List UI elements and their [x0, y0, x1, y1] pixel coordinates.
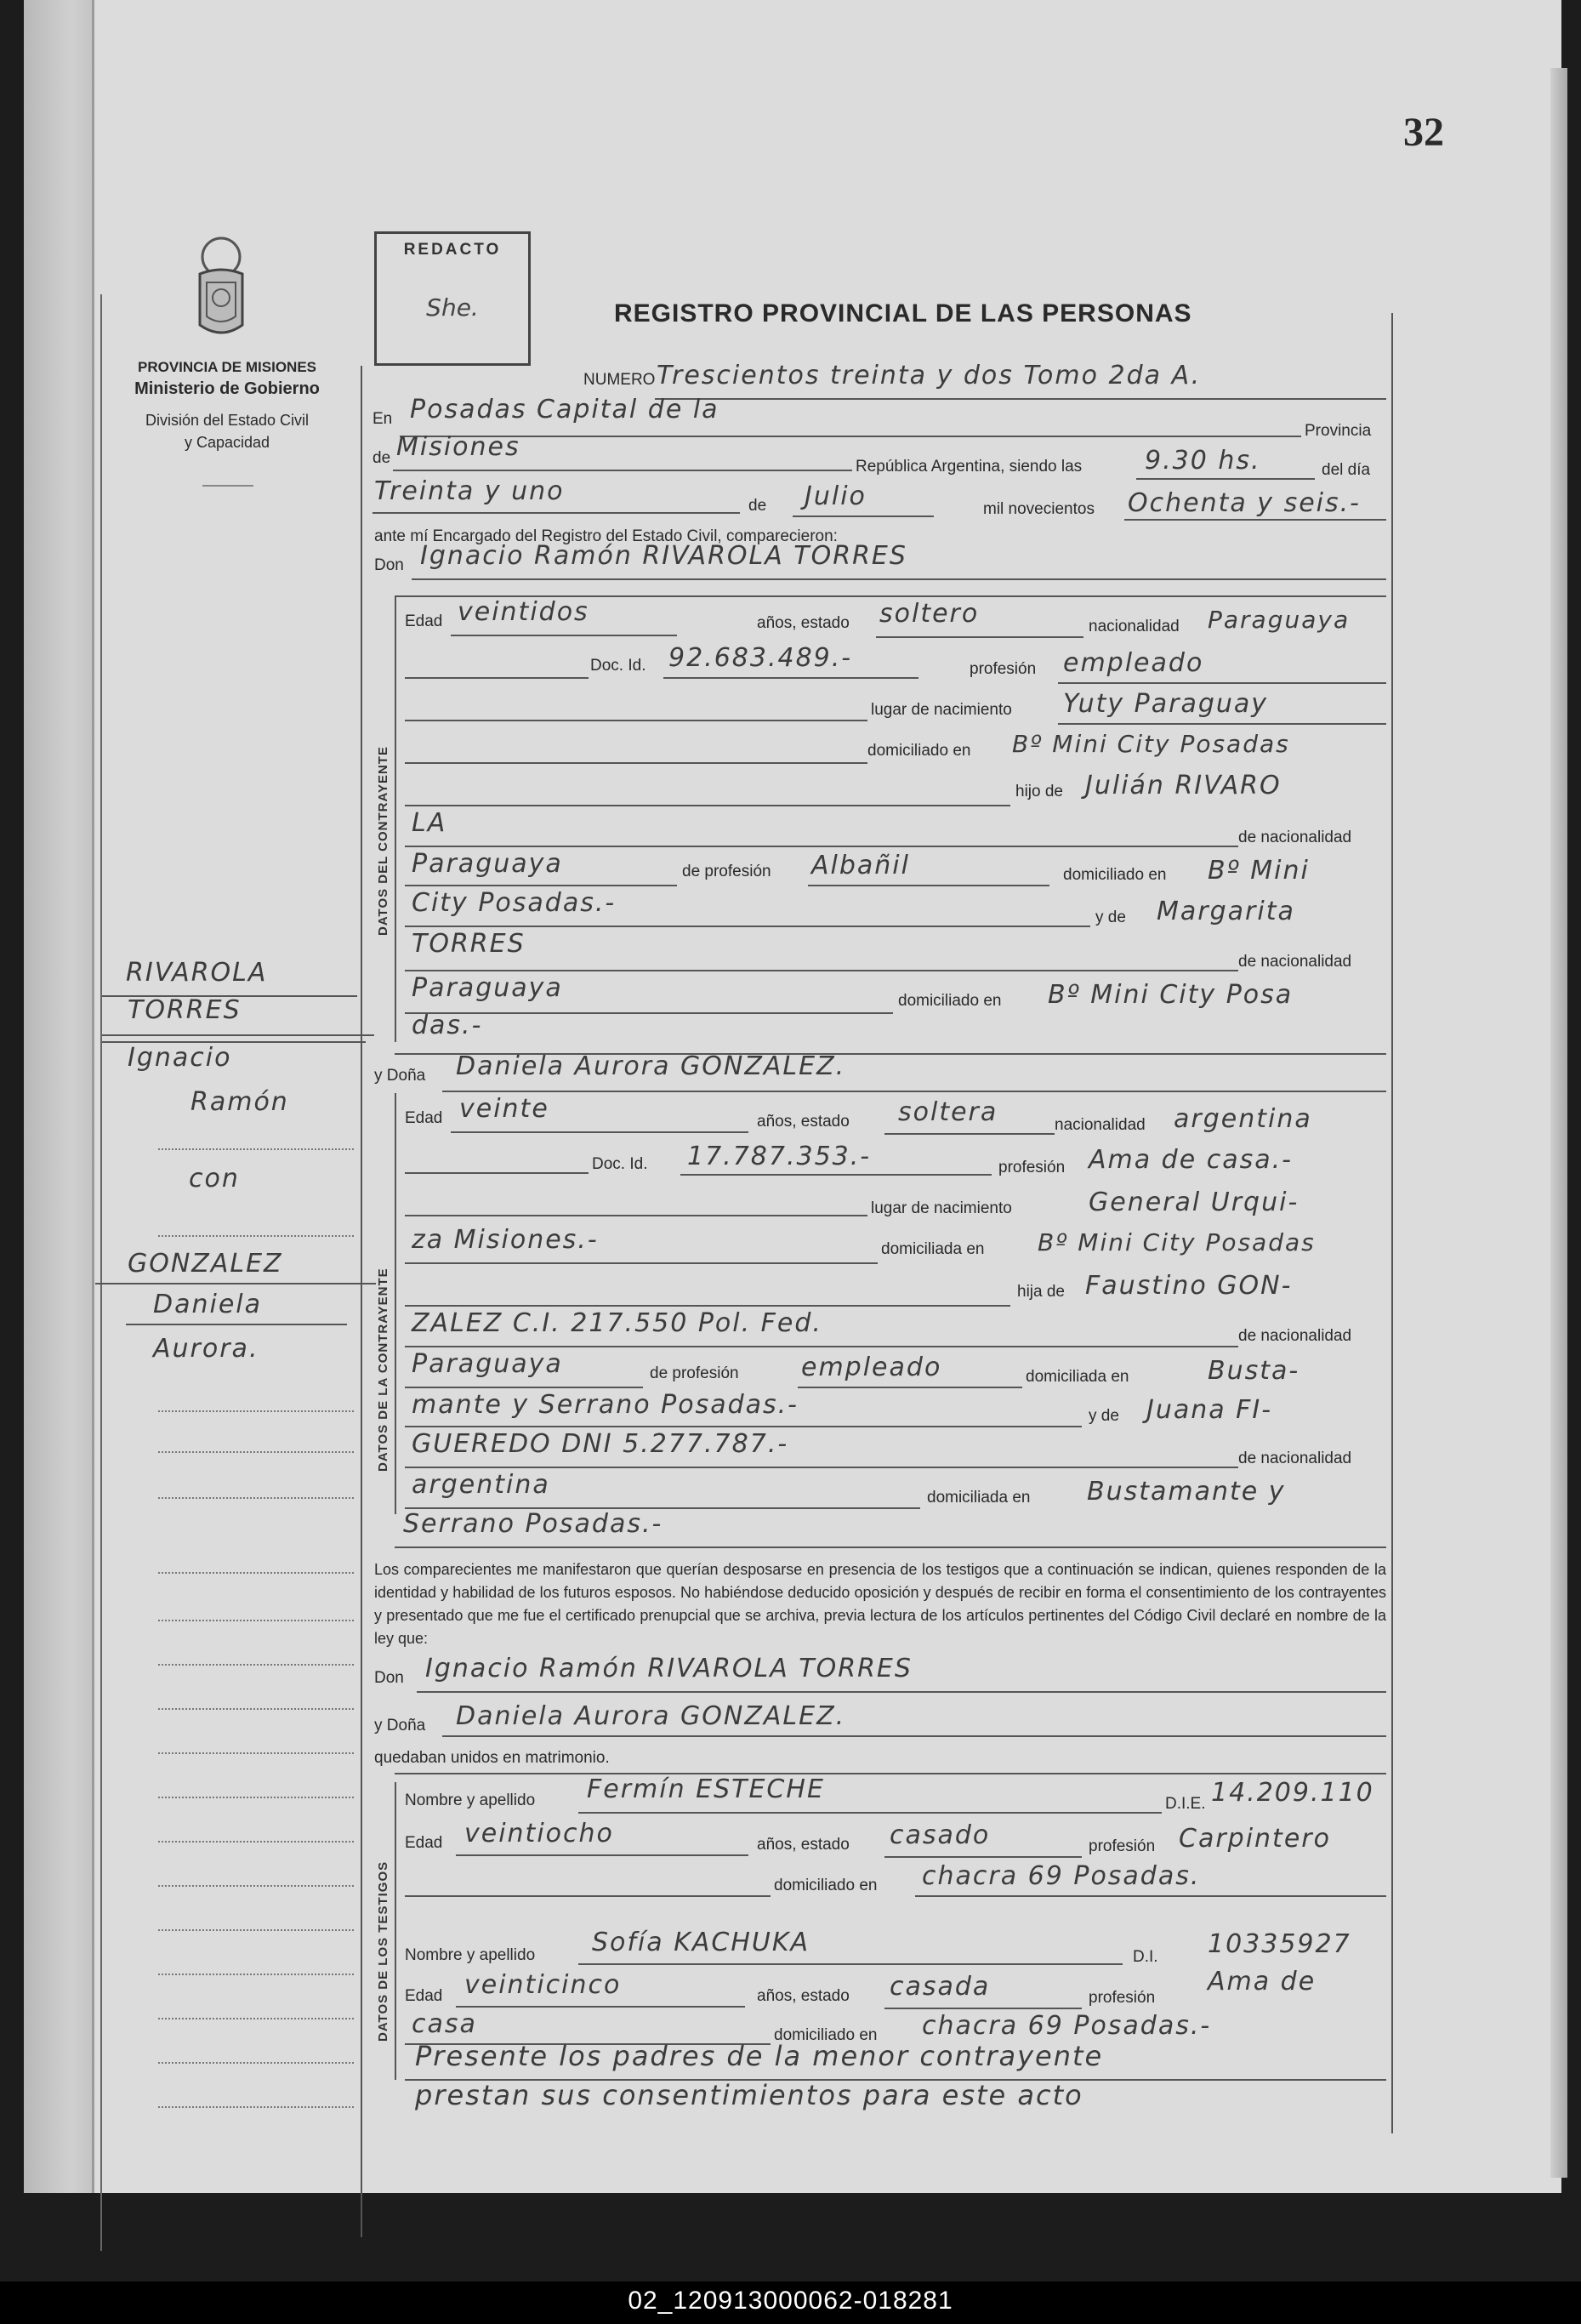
bride-padre-dom-label: domiciliada en	[1026, 1368, 1129, 1386]
w1-prof-value: Carpintero	[1179, 1824, 1331, 1854]
en-line	[400, 436, 1301, 437]
decl-dona-value: Daniela Aurora GONZALEZ.	[456, 1701, 846, 1731]
w1-dom-pre-line	[405, 1895, 771, 1897]
bride-padre-nac-label: de nacionalidad	[1238, 1327, 1352, 1345]
de-line	[393, 470, 852, 471]
margin-dot-14	[158, 1929, 354, 1931]
w1-nombre-label: Nombre y apellido	[405, 1791, 536, 1809]
decl-dona-label: y Doña	[374, 1717, 426, 1734]
groom-padre-dom-label: domiciliado en	[1063, 866, 1167, 884]
w2-nombre-value: Sofía KACHUKA	[592, 1928, 810, 1957]
de2-label: de	[748, 497, 767, 515]
margin-dot-1	[158, 1148, 354, 1150]
groom-doc-label: Doc. Id.	[590, 657, 646, 675]
bride-edad-label: Edad	[405, 1109, 443, 1127]
redacto-stamp	[374, 231, 531, 366]
margin-dot-13	[158, 1885, 354, 1887]
margin-groom-given-1: Ignacio	[128, 1043, 232, 1073]
w2-prof-value-2: casa	[412, 2009, 477, 2039]
groom-padre-nac-label: de nacionalidad	[1238, 829, 1352, 846]
bride-hija-pre-line	[405, 1305, 1010, 1307]
declaration-paragraph: Los comparecientes me manifestaron que querían desposarse en presencia de los testigos que a continuación se indican, quienes responden de la identidad y habilidad de los futuros esposos. No habiéndose deducido oposición y después de recibir en forma el consentimiento de los contrayentes y presentado que me fue el certificado prenupcial que se archiva, previa lectura de los artículos pertinentes del Código Civil declaré en nombre de la ley que:	[374, 1561, 1386, 1647]
w1-nombre-line	[578, 1812, 1162, 1814]
org-division-2: y Capacidad	[184, 434, 270, 451]
margin-groom-surname-1: RIVAROLA	[126, 958, 268, 988]
groom-lugar-label: lugar de nacimiento	[871, 701, 1012, 719]
w1-estado-label: años, estado	[757, 1836, 850, 1854]
groom-prof-value: empleado	[1063, 648, 1204, 678]
bride-padre-line	[405, 1346, 1238, 1347]
bride-inner-rule	[395, 1093, 396, 1514]
margin-line-2	[102, 1034, 374, 1036]
groom-hijo-pre-line	[405, 805, 1010, 806]
page-edge	[1550, 68, 1567, 2178]
org-province: PROVINCIA DE MISIONES	[137, 359, 316, 375]
book-spine	[24, 0, 94, 2193]
margin-groom-surname-2: TORRES	[128, 995, 242, 1025]
margin-dot-3	[158, 1410, 354, 1412]
redacto-value: She.	[426, 293, 479, 322]
groom-section-label: DATOS DEL CONTRAYENTE	[376, 746, 390, 936]
w2-dom-value: chacra 69 Posadas.-	[922, 2011, 1212, 2041]
bride-padre-value-1: Faustino GON-	[1085, 1271, 1293, 1301]
w2-edad-value: veinticinco	[464, 1970, 622, 2000]
decl-don-value: Ignacio Ramón RIVAROLA TORRES	[425, 1654, 913, 1683]
groom-estado-label: años, estado	[757, 614, 850, 632]
groom-padre-dom-value-2: City Posadas.-	[412, 888, 617, 918]
margin-dot-9	[158, 1708, 354, 1710]
w2-estado-label: años, estado	[757, 1987, 850, 2005]
groom-edad-line	[451, 635, 677, 636]
groom-madre-value-1: Margarita	[1157, 897, 1295, 926]
bride-edad-line	[451, 1131, 748, 1133]
bride-lugar-line-2	[405, 1262, 878, 1264]
bride-madre-dom-value-1: Bustamante y	[1087, 1477, 1286, 1507]
groom-edad-value: veintidos	[458, 597, 589, 627]
margin-line-4	[126, 1324, 347, 1325]
org-ministry: Ministerio de Gobierno	[134, 379, 320, 398]
bride-madre-nac-value: argentina	[412, 1470, 550, 1500]
form-right-rule	[1391, 313, 1393, 2133]
groom-dom-value: Bº Mini City Posadas	[1012, 730, 1290, 758]
page-number: 32	[1403, 110, 1444, 155]
w2-prof-value-1: Ama de	[1208, 1967, 1317, 1996]
w2-dom-label: domiciliado en	[774, 2026, 878, 2044]
groom-madre-nac-label: de nacionalidad	[1238, 953, 1352, 971]
witness-top-line	[395, 1773, 1386, 1774]
anio-line	[1124, 519, 1386, 521]
numero-label: NUMERO	[583, 371, 656, 389]
margin-dot-18	[158, 2106, 354, 2108]
decl-closing: quedaban unidos en matrimonio.	[374, 1749, 610, 1767]
redacto-title: REDACTO	[403, 241, 502, 259]
bride-lugar-value-2: za Misiones.-	[412, 1225, 599, 1255]
margin-dot-6	[158, 1572, 354, 1574]
bride-padre-dom-value-2: mante y Serrano Posadas.-	[412, 1390, 799, 1420]
w1-estado-line	[884, 1856, 1082, 1858]
groom-madre-line	[405, 970, 1238, 971]
groom-nac-label: nacionalidad	[1089, 618, 1180, 635]
w2-prof-label: profesión	[1089, 1989, 1156, 2007]
w1-edad-label: Edad	[405, 1834, 443, 1852]
de-label: de	[373, 449, 391, 467]
numero-line	[655, 398, 1386, 400]
groom-padre-prof-label: de profesión	[682, 863, 771, 880]
numero-value: Trescientos treinta y dos Tomo 2da A.	[657, 361, 1202, 390]
groom-madre-value-2: TORRES	[412, 929, 526, 959]
dia-value: Treinta y uno	[374, 476, 565, 506]
margin-dot-8	[158, 1664, 354, 1666]
bride-padre-prof-label: de profesión	[650, 1364, 739, 1382]
hora-value: 9.30 hs.	[1145, 446, 1261, 476]
groom-madre-label: y de	[1095, 909, 1126, 926]
w1-nombre-value: Fermín ESTECHE	[587, 1774, 825, 1804]
w1-prof-label: profesión	[1089, 1837, 1156, 1855]
margin-dot-4	[158, 1451, 354, 1453]
don-line	[412, 578, 1386, 580]
bride-padre-prof-line	[798, 1387, 1022, 1388]
bride-prof-value: Ama de casa.-	[1089, 1145, 1293, 1175]
bride-madre-dom-value-2: Serrano Posadas.-	[403, 1509, 663, 1539]
decl-dona-line	[442, 1735, 1386, 1737]
margin-line-3	[95, 1283, 376, 1284]
groom-edad-label: Edad	[405, 612, 443, 630]
bride-madre-label: y de	[1089, 1407, 1119, 1425]
groom-madre-dom-value-2: das.-	[412, 1011, 483, 1040]
register-title: REGISTRO PROVINCIAL DE LAS PERSONAS	[614, 299, 1192, 328]
footer-file-id: 02_120913000062-018281	[628, 2287, 953, 2315]
w2-nombre-label: Nombre y apellido	[405, 1946, 536, 1964]
w2-estado-value: casada	[890, 1972, 991, 2002]
groom-estado-value: soltero	[879, 599, 980, 629]
coat-of-arms-seal	[183, 231, 259, 342]
margin-dot-2	[158, 1235, 354, 1237]
bride-nac-label: nacionalidad	[1055, 1116, 1146, 1134]
bride-padre-value-2: ZALEZ C.I. 217.550 Pol. Fed.	[412, 1308, 822, 1338]
mil-label: mil novecientos	[983, 500, 1095, 518]
w1-doc-label: D.I.E.	[1165, 1795, 1206, 1813]
mes-line	[793, 515, 934, 517]
groom-madre-dom-value-1: Bº Mini City Posa	[1048, 980, 1294, 1010]
bride-dona-line	[442, 1091, 1386, 1092]
w2-estado-line	[884, 2008, 1082, 2009]
decl-don-label: Don	[374, 1669, 404, 1687]
anio-value: Ochenta y seis.-	[1128, 488, 1361, 518]
witness-note-line-1: Presente los padres de la menor contrayente	[415, 2040, 1104, 2072]
hora-line	[1136, 478, 1315, 480]
margin-dot-5	[158, 1497, 354, 1499]
witness-section-label: DATOS DE LOS TESTIGOS	[376, 1860, 390, 2042]
bride-padre-nac-value: Paraguaya	[412, 1349, 563, 1379]
en-value: Posadas Capital de la	[410, 395, 719, 424]
margin-bride-given-1: Daniela	[153, 1290, 263, 1319]
bride-doc-label: Doc. Id.	[592, 1155, 648, 1173]
margin-dot-11	[158, 1797, 354, 1798]
w2-nombre-line	[578, 1963, 1123, 1965]
bride-dona-label: y Doña	[374, 1067, 426, 1085]
bride-doc-pre-line	[405, 1172, 589, 1174]
groom-padre-dom-value-1: Bº Mini	[1208, 856, 1310, 886]
w2-edad-label: Edad	[405, 1987, 443, 2005]
bride-bottom-line	[395, 1546, 1386, 1548]
groom-padre-nac-value: Paraguaya	[412, 849, 563, 879]
bride-section-label: DATOS DE LA CONTRAYENTE	[376, 1267, 390, 1472]
groom-estado-line	[876, 636, 1083, 638]
groom-padre-prof-value: Albañil	[811, 851, 910, 880]
margin-bride-surname: GONZALEZ	[128, 1249, 283, 1279]
bride-estado-label: años, estado	[757, 1113, 850, 1131]
margin-dot-15	[158, 1974, 354, 1975]
bride-padre-dom-value-1: Busta-	[1208, 1356, 1300, 1386]
bride-hija-label: hija de	[1017, 1283, 1065, 1301]
bride-madre-dom-label: domiciliada en	[927, 1489, 1031, 1507]
ante-text: ante mí Encargado del Registro del Estado Civil, comparecieron:	[374, 527, 838, 545]
groom-padre-nac-line	[405, 885, 677, 886]
groom-prof-line	[1058, 682, 1386, 684]
left-margin-rule	[100, 294, 102, 2251]
bride-estado-value: soltera	[898, 1097, 998, 1127]
dia-line	[373, 512, 740, 514]
margin-groom-given-2: Ramón	[191, 1087, 289, 1117]
bride-padre-prof-value: empleado	[801, 1353, 942, 1382]
w1-edad-value: veintiocho	[464, 1819, 614, 1848]
witness-note-line-2: prestan sus consentimientos para este acto	[415, 2079, 1083, 2111]
bride-padre-nac-line	[405, 1387, 643, 1388]
margin-dot-12	[158, 1841, 354, 1843]
bride-madre-nac-label: de nacionalidad	[1238, 1450, 1352, 1467]
don-value: Ignacio Ramón RIVAROLA TORRES	[420, 541, 907, 571]
bride-doc-line	[680, 1174, 992, 1176]
groom-madre-dom-label: domiciliado en	[898, 992, 1002, 1010]
margin-con: con	[189, 1164, 240, 1193]
bride-doc-value: 17.787.353.-	[687, 1142, 872, 1171]
groom-hijo-label: hijo de	[1015, 783, 1063, 800]
w2-doc-value: 10335927	[1208, 1929, 1351, 1959]
groom-nac-value: Paraguaya	[1208, 606, 1351, 634]
w1-dom-label: domiciliado en	[774, 1877, 878, 1894]
w2-doc-label: D.I.	[1133, 1948, 1158, 1966]
groom-lugar-pre-line	[405, 720, 867, 721]
org-divider	[202, 485, 253, 487]
provincia-label: Provincia	[1305, 422, 1372, 440]
bride-dona-value: Daniela Aurora GONZALEZ.	[456, 1051, 846, 1081]
w2-edad-line	[456, 2006, 745, 2008]
groom-padre-dom-line	[405, 926, 1090, 927]
form-left-rule	[361, 366, 362, 2237]
groom-padre-value-1: Julián RIVARO	[1085, 771, 1282, 800]
w1-edad-line	[456, 1854, 748, 1856]
w1-dom-value: chacra 69 Posadas.	[922, 1861, 1201, 1891]
de-value: Misiones	[396, 432, 520, 462]
w1-doc-value: 14.209.110	[1211, 1778, 1374, 1808]
bride-nac-value: argentina	[1174, 1104, 1312, 1134]
groom-padre-prof-line	[808, 885, 1049, 886]
margin-dot-7	[158, 1620, 354, 1621]
bride-prof-label: profesión	[998, 1159, 1066, 1176]
groom-padre-line	[405, 846, 1238, 847]
bride-edad-value: veinte	[459, 1094, 549, 1124]
bride-dom-value: Bº Mini City Posadas	[1038, 1228, 1316, 1256]
bride-lugar-value-1: General Urqui-	[1089, 1188, 1299, 1217]
bride-lugar-label: lugar de nacimiento	[871, 1199, 1012, 1217]
margin-dot-17	[158, 2062, 354, 2064]
margin-bride-given-2: Aurora.	[153, 1334, 259, 1364]
margin-dot-16	[158, 2018, 354, 2019]
bride-lugar-pre-line	[405, 1215, 867, 1216]
groom-doc-line	[663, 677, 918, 679]
mes-value: Julio	[805, 481, 867, 511]
bride-madre-value-1: Juana FI-	[1146, 1395, 1273, 1425]
witness-inner-rule	[395, 1782, 396, 2080]
bride-estado-line	[884, 1133, 1055, 1135]
en-label: En	[373, 410, 393, 428]
bride-padre-dom-line	[405, 1426, 1082, 1427]
groom-lugar-value: Yuty Paraguay	[1063, 689, 1269, 719]
org-division: División del Estado Civil	[145, 412, 310, 429]
groom-madre-nac-value: Paraguaya	[412, 973, 563, 1003]
margin-dot-10	[158, 1752, 354, 1754]
groom-doc-pre-line	[405, 677, 589, 679]
bride-dom-label: domiciliada en	[881, 1240, 985, 1258]
groom-dom-pre-line	[405, 762, 867, 764]
groom-lugar-line	[1058, 723, 1386, 725]
groom-padre-value-2: LA	[412, 808, 447, 838]
groom-inner-rule	[395, 595, 396, 1042]
del-dia-label: del día	[1322, 461, 1371, 479]
w1-dom-line	[915, 1895, 1386, 1897]
groom-doc-value: 92.683.489.-	[668, 643, 853, 673]
don-label: Don	[374, 556, 404, 574]
bride-madre-line	[405, 1467, 1238, 1468]
groom-prof-label: profesión	[970, 660, 1037, 678]
groom-dom-label: domiciliado en	[867, 742, 971, 760]
decl-don-line	[417, 1691, 1386, 1693]
republica-label: República Argentina, siendo las	[856, 458, 1083, 476]
bride-madre-value-2: GUEREDO DNI 5.277.787.-	[412, 1429, 789, 1459]
w1-estado-value: casado	[890, 1820, 991, 1850]
